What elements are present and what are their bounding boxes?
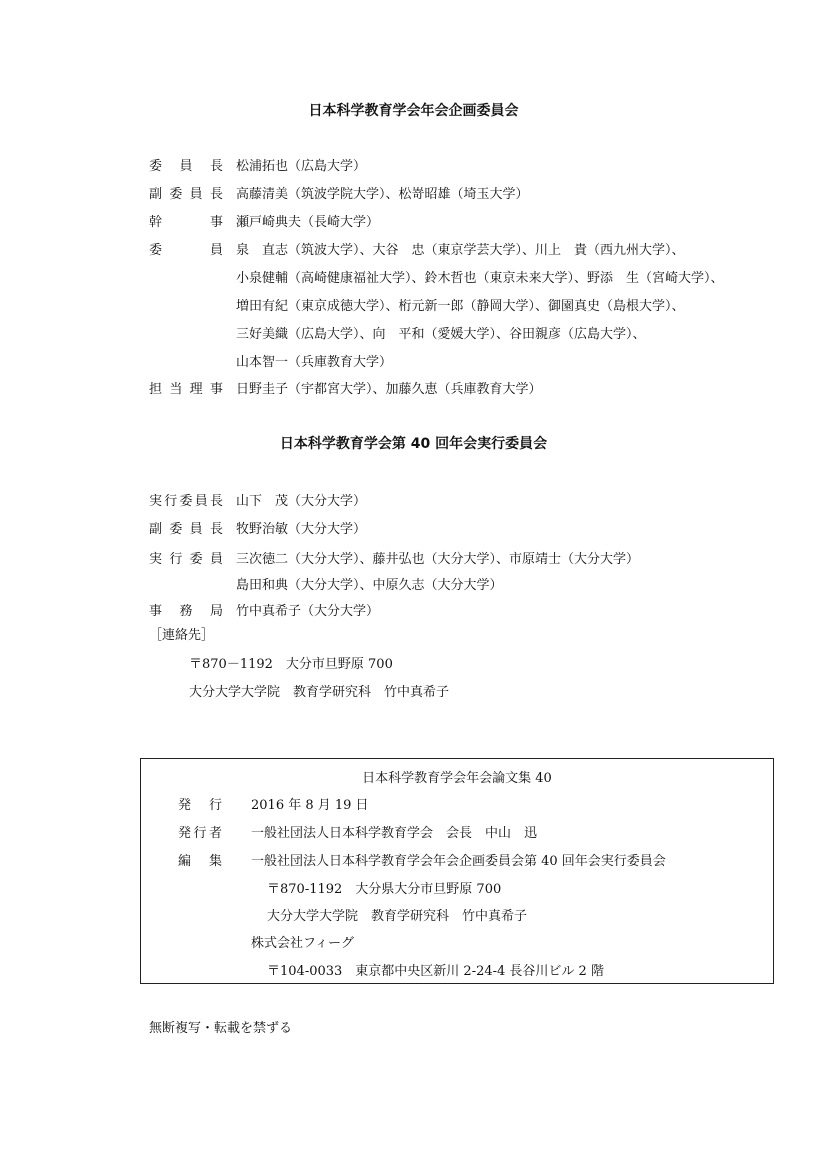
contact-address: 〒870－1192 大分市旦野原 700: [189, 657, 393, 672]
role-label: 幹事: [149, 215, 223, 230]
member-names-continued: 島田和典（大分大学）、中原久志（大分大学）: [236, 578, 503, 593]
member-names-continued: 小泉健輔（高崎健康福祉大学）、鈴木哲也（東京未来大学）、野添 生（宮崎大学）、: [236, 271, 724, 286]
role-label: 委員: [149, 243, 223, 258]
member-names: 松浦拓也（広島大学）: [236, 159, 367, 174]
member-names: 牧野治敏（大分大学）: [236, 522, 367, 537]
publisher: 一般社団法人日本科学教育学会 会長 中山 迅: [251, 826, 538, 841]
editor-affiliation: 大分大学大学院 教育学研究科 竹中真希子: [267, 909, 528, 924]
member-names-continued: 三好美織（広島大学）、向 平和（愛媛大学）、谷田親彦（広島大学）、: [236, 327, 646, 342]
member-names-continued: 増田有紀（東京成徳大学）、桁元新一郎（静岡大学）、御園真史（島根大学）、: [236, 299, 685, 314]
member-names: 瀬戸崎典夫（長崎大学）: [236, 215, 380, 230]
role-label: 副委員長: [149, 522, 223, 537]
editor: 一般社団法人日本科学教育学会年会企画委員会第 40 回年会実行委員会: [251, 854, 666, 869]
member-names-continued: 山本智一（兵庫教育大学）: [236, 355, 393, 370]
member-names: 竹中真希子（大分大学）: [236, 604, 380, 619]
editor-address: 〒870-1192 大分県大分市旦野原 700: [267, 882, 502, 897]
editor-label: 編集: [178, 854, 222, 869]
planning-committee-title: 日本科学教育学会年会企画委員会: [308, 103, 519, 119]
role-label: 事務局: [149, 604, 223, 619]
role-label: 実行委員長: [149, 494, 223, 509]
publication-title: 日本科学教育学会年会論文集 40: [362, 771, 552, 786]
issued-label: 発行: [178, 798, 222, 813]
publisher-label: 発行者: [178, 826, 222, 841]
member-names: 日野圭子（宇都宮大学）、加藤久恵（兵庫教育大学）: [236, 382, 542, 397]
executive-committee-title: 日本科学教育学会第 40 回年会実行委員会: [279, 436, 548, 452]
member-names: 高藤清美（筑波学院大学）、松嵜昭雄（埼玉大学）: [236, 187, 529, 202]
role-label: 副委員長: [149, 187, 223, 202]
issued-date: 2016 年 8 月 19 日: [251, 798, 369, 813]
member-names: 三次徳二（大分大学）、藤井弘也（大分大学）、市原靖士（大分大学）: [236, 552, 640, 567]
publication-info-box: [140, 758, 774, 984]
member-names: 泉 直志（筑波大学）、大谷 忠（東京学芸大学）、川上 貴（西九州大学）、: [236, 243, 685, 258]
contact-label: ［連絡先］: [149, 628, 215, 643]
role-label: 担当理事: [149, 382, 223, 397]
member-names: 山下 茂（大分大学）: [236, 494, 367, 509]
role-label: 委員長: [149, 159, 223, 174]
role-label: 実行委員: [149, 552, 223, 567]
printer: 株式会社フィーグ: [251, 936, 354, 951]
contact-affiliation: 大分大学大学院 教育学研究科 竹中真希子: [189, 685, 450, 700]
copyright-notice: 無断複写・転載を禁ずる: [149, 1021, 293, 1036]
printer-address: 〒104-0033 東京都中央区新川 2-24-4 長谷川ビル 2 階: [267, 964, 604, 979]
